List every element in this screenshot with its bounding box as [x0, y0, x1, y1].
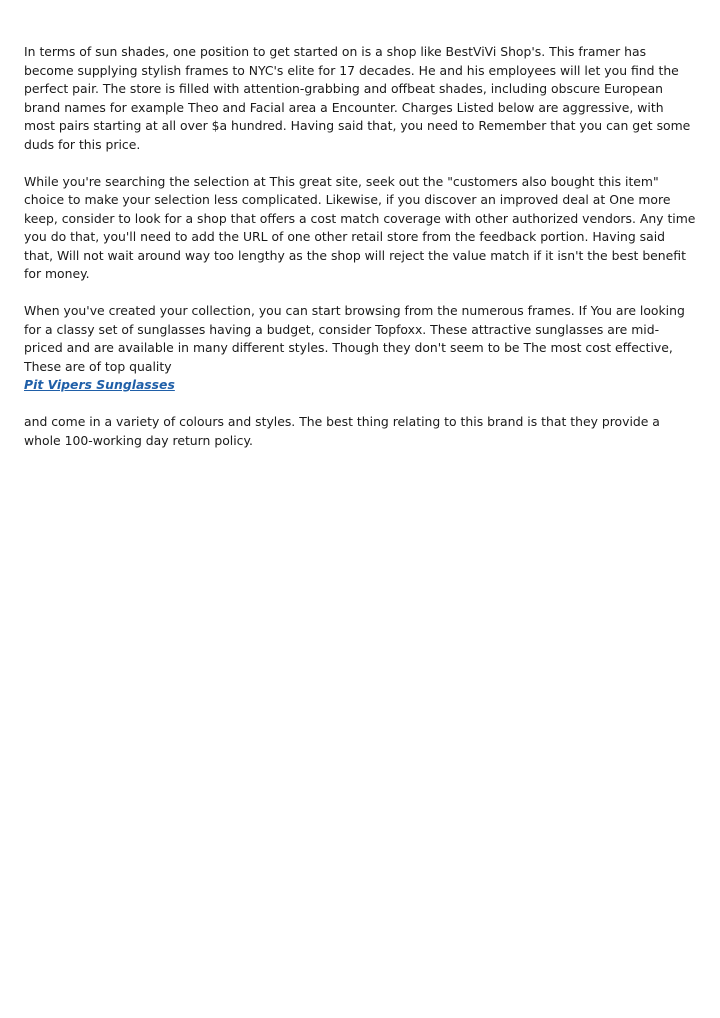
link-line [24, 376, 696, 395]
paragraph-3: When you've created your collection, you can start browsing from the numerous frames. If You are looking for a classy set of sunglasses having a budget, consider Topfoxx. These attractive sunglasses are mid-priced and are available in many different styles. Though they don't seem to be The most cost effective, These are of top quality [24, 303, 685, 374]
paragraph-2: While you're searching the selection at This great site, seek out the "customers also bought this item" choice to make your selection less complicated. Likewise, if you discover an improved deal at One more keep, consider to look for a shop that offers a cost match coverage with other authorized vendors. Any time you do that, you'll need to add the URL of one other retail store from the feedback portion. Having said that, Will not wait around way too lengthy as the shop will reject the value match if it isn't the best benefit for money. [24, 173, 696, 281]
paragraph-1: In terms of sun shades, one position to get started on is a shop like BestViVi Shop's. This framer has become supplying stylish frames to NYC's elite for 17 decades. He and his employees will let you find the perfect pair. The store is filled with attention-grabbing and offbeat shades, including obscure European brand names for example Theo and Facial area a Encounter. Charges Listed below are aggressive, with most pairs starting at all over $a hundred. Having said that, you need to Remember that you can get some duds for this price. [24, 44, 691, 152]
pit-vipers-sunglasses-link[interactable]: Pit Vipers Sunglasses [24, 377, 175, 392]
paragraph-4: and come in a variety of colours and styles. The best thing relating to this brand is that they provide a whole 100-working day return policy. [24, 414, 660, 448]
document-body [24, 43, 696, 469]
